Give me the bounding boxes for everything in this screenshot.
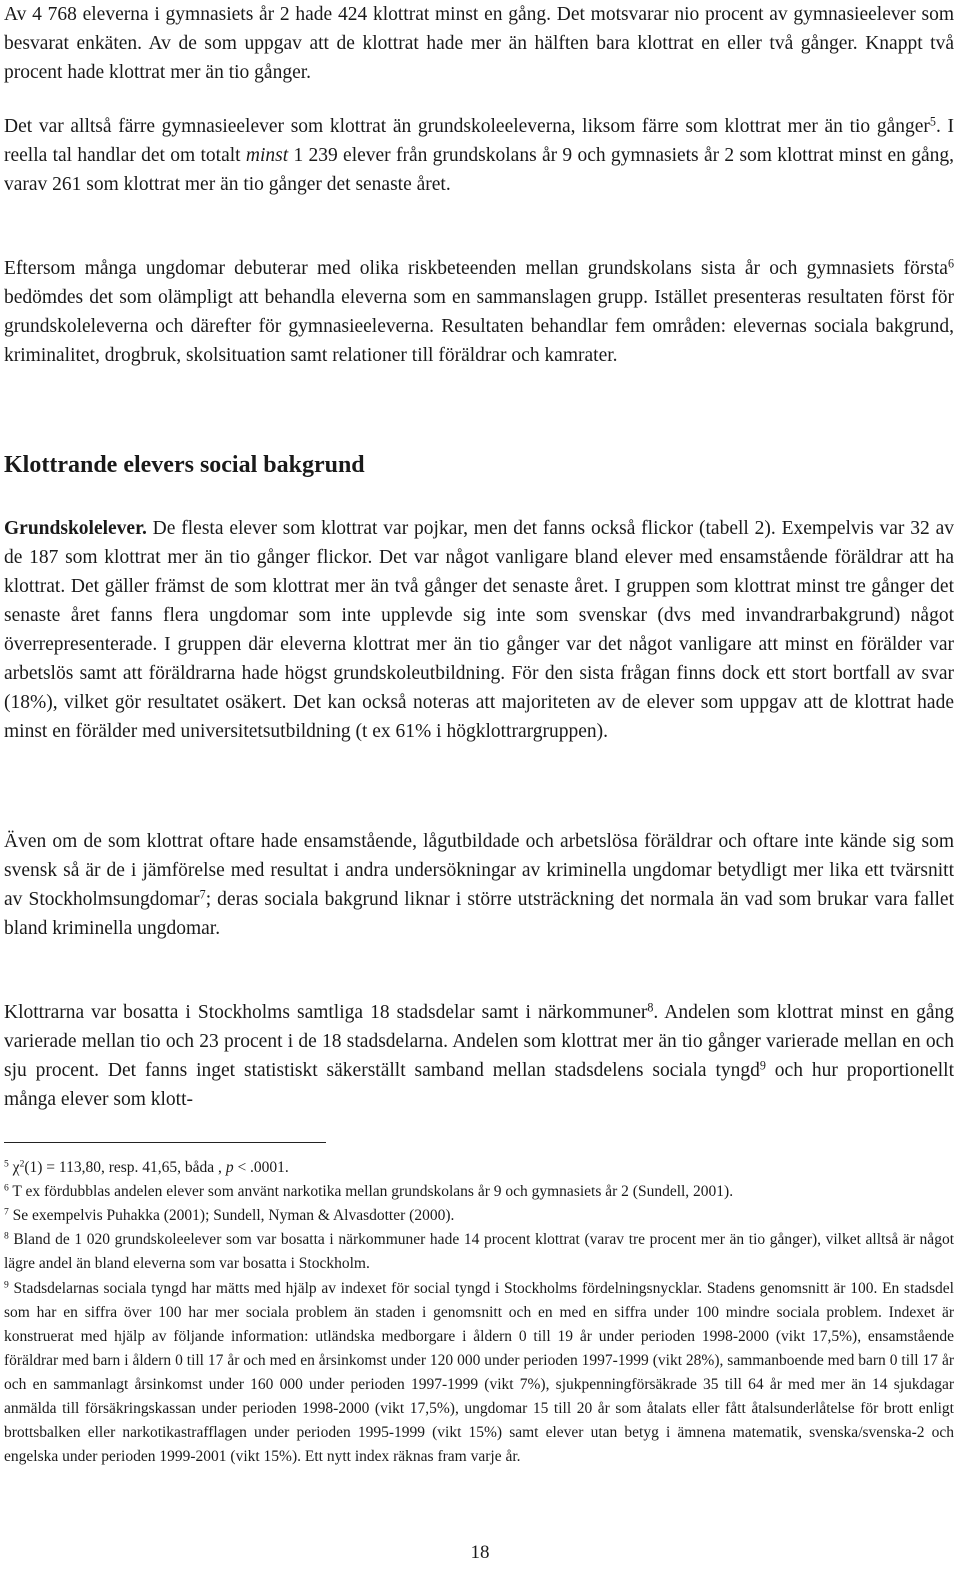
footnote-number: 6 (4, 1182, 9, 1194)
exponent: 2 (19, 1158, 25, 1170)
footnote-divider (4, 1142, 326, 1143)
run-in-heading: Grundskolelever. (4, 518, 147, 539)
chi-symbol: χ (12, 1159, 20, 1176)
paragraph-text: bedömdes det som olämpligt att behandla eleverna som en sammanslagen grupp. Istället presenteras resultaten först för grundskoleleverna och därefter för gymnasieeleverna. Resultaten behandlar fem områden: elevernas sociala bakgrund, kriminalitet, drogbruk, skolsituation samt relationer till föräldrar och kamrater. (4, 287, 954, 366)
paragraph-text: . Andelen som klottrat minst en gång varierade mellan tio och 23 procent i de 18 stadsdelarna. Andelen som klottrat mer än tio gånger varierade mellan en och sju procent. Det fanns inget statistiskt säkerställt samband mellan stadsdelens sociala tyngd (4, 1002, 954, 1081)
footnote-text: (1) = 113,80, resp. 41,65, båda , (24, 1159, 226, 1176)
footnote-text: Bland de 1 020 grundskoleelever som var bosatta i närkommuner hade 14 procent klottrat (varav tre procent mer än tio gånger), vilket alltså är något lägre andel än bland eleverna som var bosatta i Stockholm. (4, 1231, 954, 1272)
paragraph-text: och hur proportionellt många elever som klott- (4, 1060, 954, 1110)
paragraph-social-background (4, 827, 954, 943)
paragraph-text: Även om de som klottrat oftare hade ensamstående, lågutbildade och arbetslösa föräldrar och oftare inte kände sig som svensk så är de i jämförelse med resultat i andra undersökningar av kriminella ungdomar betydligt mer lika ett tvärsnitt av Stockholmsungdomar (4, 831, 954, 910)
paragraph-text: De flesta elever som klottrat var pojkar, men det fanns också flickor (tabell 2). Exempelvis var 32 av de 187 som klottrat mer än tio gånger flickor. Det var något vanligare bland elever med ensamstående föräldrar att ha klottrat. Det gäller främst de som klottrat mer än två gånger det senaste året. I gruppen som klottrat minst tre gånger det senaste året fanns flera ungdomar som inte upplevde sig inte som svenskar (dvs med invandrarbakgrund) något överrepresenterade. I gruppen där eleverna klottrat mer än tio gånger var det något vanligare att minst en förälder var arbetslös samt att föräldrarna hade högst grundskoleutbildning. För den sista frågan finns dock ett stort bortfall av svar (18%), vilket gör resultatet osäkert. Det kan också noteras att majoriteten av de elever som uppgav att de klottrat hade minst en förälder med universitetsutbildning (t ex 61% i högklottrargruppen). (4, 518, 954, 742)
paragraph-text: Klottrarna var bosatta i Stockholms samtliga 18 stadsdelar samt i närkommuner (4, 1002, 648, 1023)
footnote-5 (4, 1156, 954, 1180)
footnote-text: < .0001. (233, 1159, 289, 1176)
footnote-text: Se exempelvis Puhakka (2001); Sundell, Nyman & Alvasdotter (2000). (8, 1207, 455, 1224)
footnote-9 (4, 1277, 954, 1469)
footnote-ref-5[interactable]: 5 (929, 114, 936, 129)
paragraph-text: Eftersom många ungdomar debuterar med olika riskbeteenden mellan grundskolans sista år och gymnasiets första (4, 258, 948, 279)
paragraph-method (4, 254, 954, 370)
footnote-ref-9[interactable]: 9 (759, 1058, 766, 1073)
footnote-number: 9 (4, 1279, 9, 1291)
footnote-ref-8[interactable]: 8 (647, 1000, 654, 1015)
paragraph-text: 1 239 elever från grundskolans år 9 och gymnasiets år 2 som klottrat minst en gång, varav 261 som klottrat mer än tio gånger det senaste året. (4, 145, 954, 195)
page-number: 18 (470, 1542, 490, 1563)
paragraph-comparison (4, 112, 954, 199)
section-heading: Klottrande elevers social bakgrund (4, 452, 365, 478)
footnote-ref-6[interactable]: 6 (947, 256, 954, 271)
paragraph-districts (4, 998, 954, 1114)
footnote-number: 5 (4, 1158, 9, 1170)
footnote-6 (4, 1180, 954, 1204)
paragraph-gymnasium-stats (4, 0, 954, 87)
footnote-text: Stadsdelarnas sociala tyngd har mätts med hjälp av indexet för social tyngd i Stockholms fördelningsnycklar. Stadens genomsnitt är 100. En stadsdel som har en siffra över 100 har mer sociala problem än staden i genomsnitt och en med en siffra under 100 mindre sociala problem. Indexet är konstruerat med hjälp av följande information: utländska medborgare i åldern 0 till 19 år under perioden 1998-2000 (vikt 17,5%), ensamstående föräldrar med barn i åldern 0 till 17 år och med en årsinkomst under 120 000 under perioden 1997-1999 (vikt 28%), sammanboende med barn 0 till 17 år och en sammanlagt årsinkomst under 160 000 under perioden 1997-1999 (vikt 7%), sjukpenningförsäkrade 35 till 64 år med mer än 14 sjukdagar anmälda till försäkringskassan under perioden 1998-2000 (vikt 17,5%), ungdomar 15 till 20 år som åtalats eller fått åtalsunderlåtelse för brott enligt brottsbalken eller narkotikastrafflagen under perioden 1995-1999 (vikt 15%) samt elever utan betyg i ämnena matematik, svenska/svenska-2 och engelska under perioden 1999-2001 (vikt 15%). Ett nytt index räknas fram varje år. (4, 1280, 954, 1465)
footnote-ref-7[interactable]: 7 (199, 887, 206, 902)
footnote-text: T ex fördubblas andelen elever som använt narkotika mellan grundskolans år 9 och gymnasiets år 2 (Sundell, 2001). (8, 1183, 734, 1200)
paragraph-text: . I reella tal handlar det om totalt (4, 116, 954, 166)
emphasis-text: p (225, 1159, 234, 1176)
footnote-number: 8 (4, 1230, 9, 1242)
paragraph-text: ; deras sociala bakgrund liknar i större utsträckning det normala än vad som brukar vara fallet bland kriminella ungdomar. (4, 889, 954, 939)
footnote-8 (4, 1228, 954, 1276)
footnote-number: 7 (4, 1206, 9, 1218)
paragraph-text: Av 4 768 eleverna i gymnasiets år 2 hade 424 klottrat minst en gång. Det motsvarar nio procent av gymnasieelever som besvarat enkäten. Av de som uppgav att de klottrat hade mer än hälften bara klottrat en eller två gånger. Knappt två procent hade klottrat mer än tio gånger. (4, 4, 954, 83)
paragraph-text: Det var alltså färre gymnasieelever som klottrat än grundskoleeleverna, liksom färre som klottrat mer än tio gånger (4, 116, 930, 137)
footnote-7 (4, 1204, 954, 1228)
emphasis-text: minst (245, 145, 289, 166)
paragraph-grundskolelever (4, 514, 954, 746)
